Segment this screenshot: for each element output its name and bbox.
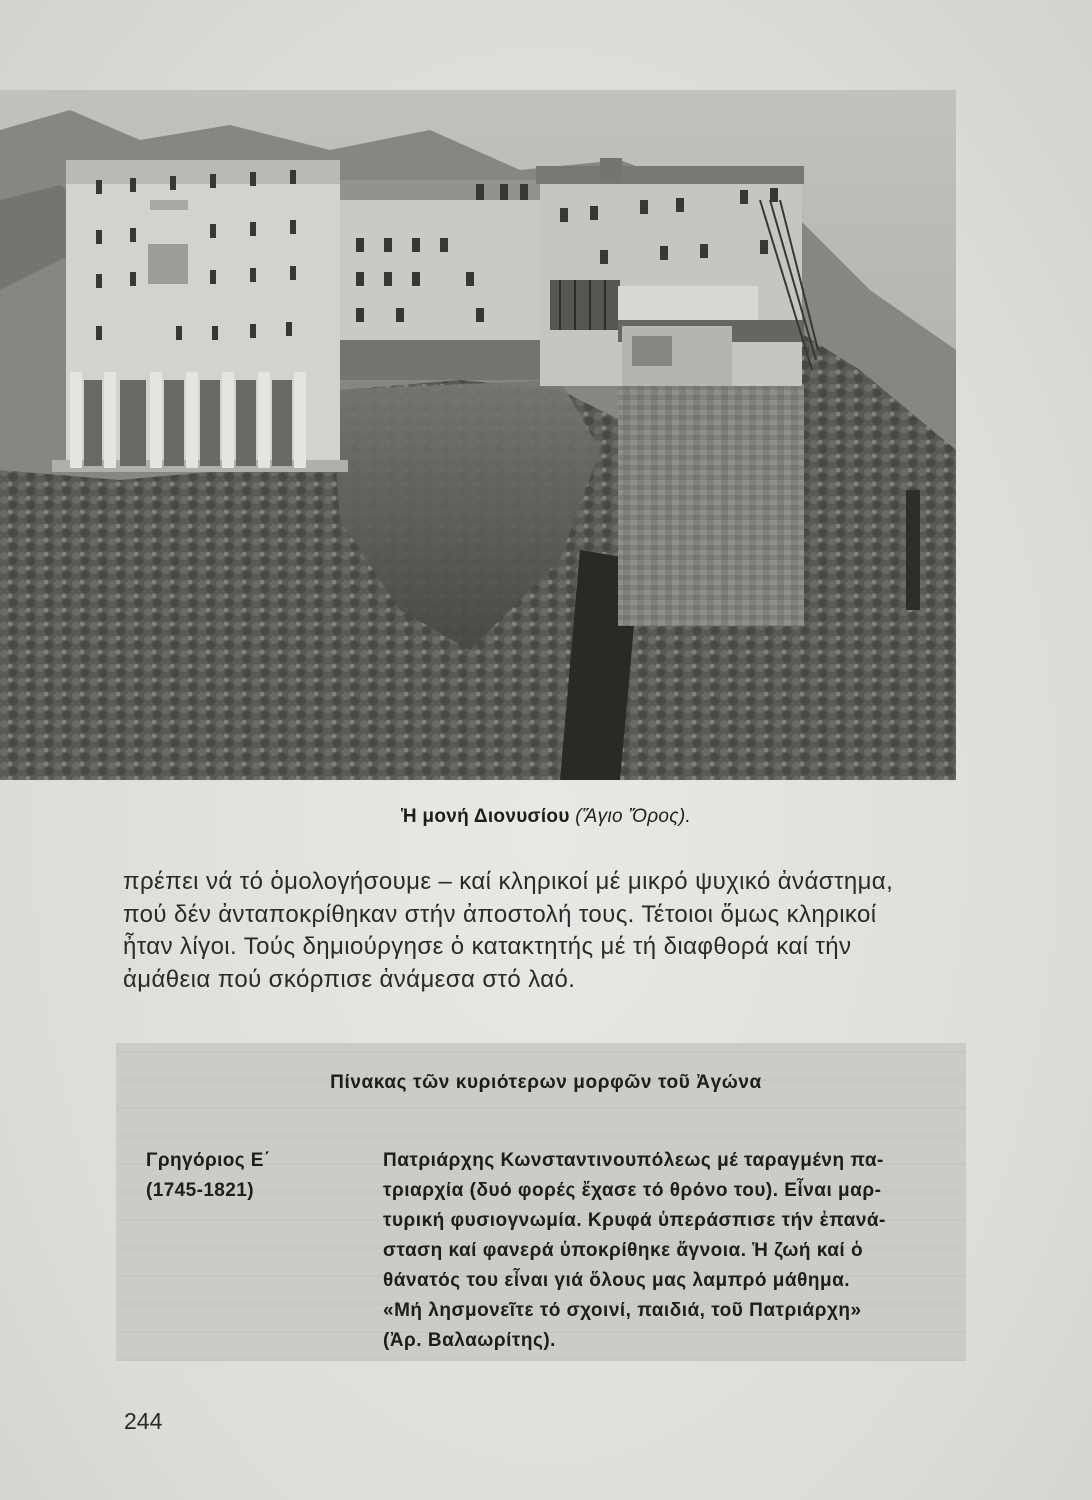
photo-caption [0, 806, 1092, 828]
entry-description-line: θάνατός του εἶναι γιά ὅλους μας λαμπρό μάθημα. [383, 1270, 851, 1291]
table-title: Πίνακας τῶν κυριότερων μορφῶν τοῦ Ἀγώνα [330, 1072, 762, 1093]
monastery-photo-drawing [0, 90, 956, 780]
entry-description [383, 1146, 943, 1356]
body-line: ἦταν λίγοι. Τούς δημιούργησε ὁ κατακτητής μέ τή διαφθορά καί τήν [123, 933, 852, 960]
entry-description-line: «Μή λησμονεῖτε τό σχοινί, παιδιά, τοῦ Πατριάρχη» [383, 1300, 862, 1321]
entry-description-line: τυρική φυσιογνωμία. Κρυφά ὑπεράσπισε τήν ἐπανά- [383, 1210, 886, 1231]
body-line: ἀμάθεια πού σκόρπισε ἀνάμεσα στό λαό. [123, 965, 576, 993]
entry-description-line: σταση καί φανερά ὑποκρίθηκε ἄγνοια. Ἡ ζωή καί ὁ [383, 1240, 864, 1261]
entry-description-line: τριαρχία (δυό φορές ἔχασε τό θρόνο του). Εἶναι μαρ- [383, 1180, 882, 1201]
caption-title: Ἡ μονή Διονυσίου [400, 806, 570, 827]
body-line: πού δέν ἀνταποκρίθηκαν στήν ἀποστολή τους. Τέτοιοι ὅμως κληρικοί [123, 900, 877, 928]
entry-dates-line: (1745-1821) [146, 1180, 254, 1201]
body-paragraph [123, 866, 968, 996]
monastery-photograph [0, 90, 956, 780]
body-line: πρέπει νά τό ὁμολογήσουμε – καί κληρικοί μέ μικρό ψυχικό ἀνάστημα, [123, 868, 894, 895]
caption-location: (Ἅγιο Ὄρος). [575, 806, 692, 827]
page-number: 244 [124, 1408, 163, 1434]
entry-description-line: (Ἀρ. Βαλαωρίτης). [383, 1330, 556, 1351]
entry-name [146, 1146, 271, 1206]
entry-description-line: Πατριάρχης Κωνσταντινουπόλεως μέ ταραγμένη πα- [383, 1150, 884, 1171]
entry-name-line: Γρηγόριος Ε΄ [146, 1150, 271, 1171]
